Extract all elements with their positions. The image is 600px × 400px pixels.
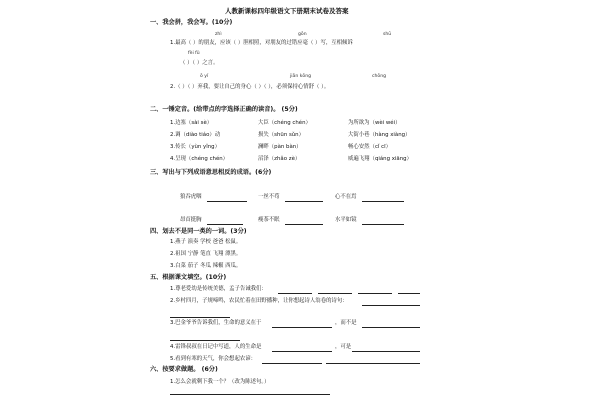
s5-blank-5b[interactable] (326, 363, 420, 364)
s5-blank-2b[interactable] (170, 317, 230, 318)
idiom-5-blank[interactable] (285, 224, 323, 225)
s2-row3-c: 畅心安然（cǐ cī） (348, 144, 391, 150)
s2-row3-b: 澜畔（pàn bàn） (258, 144, 302, 150)
s4-row-3: 3.白菜 茄子 冬瓜 辣椒 西瓜。 (170, 263, 242, 269)
s5-blank-3a[interactable] (272, 327, 332, 328)
s2-row1-b: 大臣（chéng chén） (258, 120, 311, 126)
pinyin-shu: shū (383, 32, 392, 37)
s2-row4-a: 4.呈现（chéng chén） (170, 156, 229, 162)
s5-line-3: 3.巴金爷爷告诉我们，生命的意义在于 (170, 320, 262, 326)
s5-blank-3c[interactable] (170, 340, 240, 341)
section-1-line-2: （ ）（ ）之言。 (180, 60, 219, 66)
s2-row2-b: 损失（shūn sǔn） (258, 132, 304, 138)
s5-line-4b: ，可是 (335, 344, 352, 350)
s5-blank-4a[interactable] (272, 351, 332, 352)
pinyin-o-yi: ō yǐ (200, 74, 209, 79)
idiom-5: 瘦茶不眠 (258, 217, 280, 223)
s2-row2-c: 大街小巷（hàng xiàng） (348, 132, 411, 138)
s5-blank-1c[interactable] (358, 293, 392, 294)
idiom-3-blank[interactable] (362, 201, 404, 202)
s5-blank-5a[interactable] (262, 363, 322, 364)
pinyin-fei-fu: fèi fǔ (188, 51, 200, 56)
s5-line-2: 2.乡村四月，子规啼鸣，农民忙着在田野播种，让你想起诗人翁卷的诗句： (170, 298, 348, 304)
document-title: 人教新课标四年级语文下册期末试卷及答案 (225, 7, 349, 15)
s5-blank-1a[interactable] (278, 293, 312, 294)
s5-blank-2a[interactable] (362, 305, 420, 306)
s5-line-3b: ，而不是 (335, 320, 357, 326)
s4-row-2: 2.祖国 宁静 笔直 飞翔 漂黑。 (170, 251, 242, 257)
idiom-1-blank[interactable] (207, 201, 247, 202)
section-1-line-1: 1.最高（ ）的朋友，应该（ ）胆相照，对朋友的过错应毫（ ）写，互相倾诉 (170, 40, 353, 46)
section-4-heading: 四、划去不是同一类的一词。(3分) (150, 228, 247, 235)
s6-blank-1[interactable] (170, 394, 330, 395)
s2-row4-c: 威遍飞翔（qiáng xiāng） (348, 156, 412, 162)
section-2-heading: 二、一锤定音。(给带点的字选择正确的读音)。 (5分) (150, 106, 298, 113)
idiom-2: 一丝不苟 (258, 194, 280, 200)
s5-blank-1b[interactable] (318, 293, 352, 294)
section-3-heading: 三、写出与下列成语意思相反的成语。(6分) (150, 169, 272, 176)
pinyin-chong: chōng (372, 74, 387, 79)
section-1-heading: 一、我会拼，我会写。(10分) (150, 19, 233, 26)
s5-line-1: 1.尊老爱幼是传统美德，孟子告诫我们： (170, 286, 267, 292)
idiom-1: 狼吞虎咽 (180, 194, 202, 200)
idiom-4-blank[interactable] (207, 224, 243, 225)
pinyin-jian-kong: jiān kōng (290, 74, 312, 79)
pinyin-gon: gōn (298, 32, 307, 37)
s5-blank-1d[interactable] (398, 293, 420, 294)
s2-row2-a: 2.调（diào tiáo）动 (170, 132, 221, 138)
s4-row-1: 1.燕子 演奏 学校 爸爸 松鼠。 (170, 239, 242, 245)
s6-line-1: 1.怎么会就剩下我一个？（改为陈述句。） (170, 379, 270, 385)
s2-row4-b: 沼泽（zhǎo zè） (258, 156, 301, 162)
section-6-heading: 六、按要求做题。 (6分) (150, 366, 218, 373)
s5-blank-4b[interactable] (352, 351, 420, 352)
idiom-6: 水平如镜 (335, 217, 357, 223)
idiom-2-blank[interactable] (285, 201, 323, 202)
pinyin-zhi: zhì (215, 32, 222, 37)
s2-row3-a: 3.传长（yùn yǐng） (170, 144, 220, 150)
s2-row1-c: 为所欲为（wèi wéi） (348, 120, 401, 126)
s2-row1-a: 1.边塞（sài sè） (170, 120, 213, 126)
idiom-4: 昂首挺胸 (180, 217, 202, 223)
s5-blank-3b[interactable] (362, 327, 420, 328)
section-1-line-3: 2.（ ）（ ）弃我，要让自己的身心（ ）（ ），必须保持心情舒（ ）。 (170, 84, 330, 90)
idiom-3: 心不在焉 (335, 194, 357, 200)
section-5-heading: 五、根据课文填空。(10分) (150, 274, 227, 281)
idiom-6-blank[interactable] (362, 224, 404, 225)
s5-line-4: 4.雷锋叔叔在日记中写道，人的生命是 (170, 344, 262, 350)
s5-line-5: 5.看到有寒的天气，你会想起农谚： (170, 356, 257, 362)
